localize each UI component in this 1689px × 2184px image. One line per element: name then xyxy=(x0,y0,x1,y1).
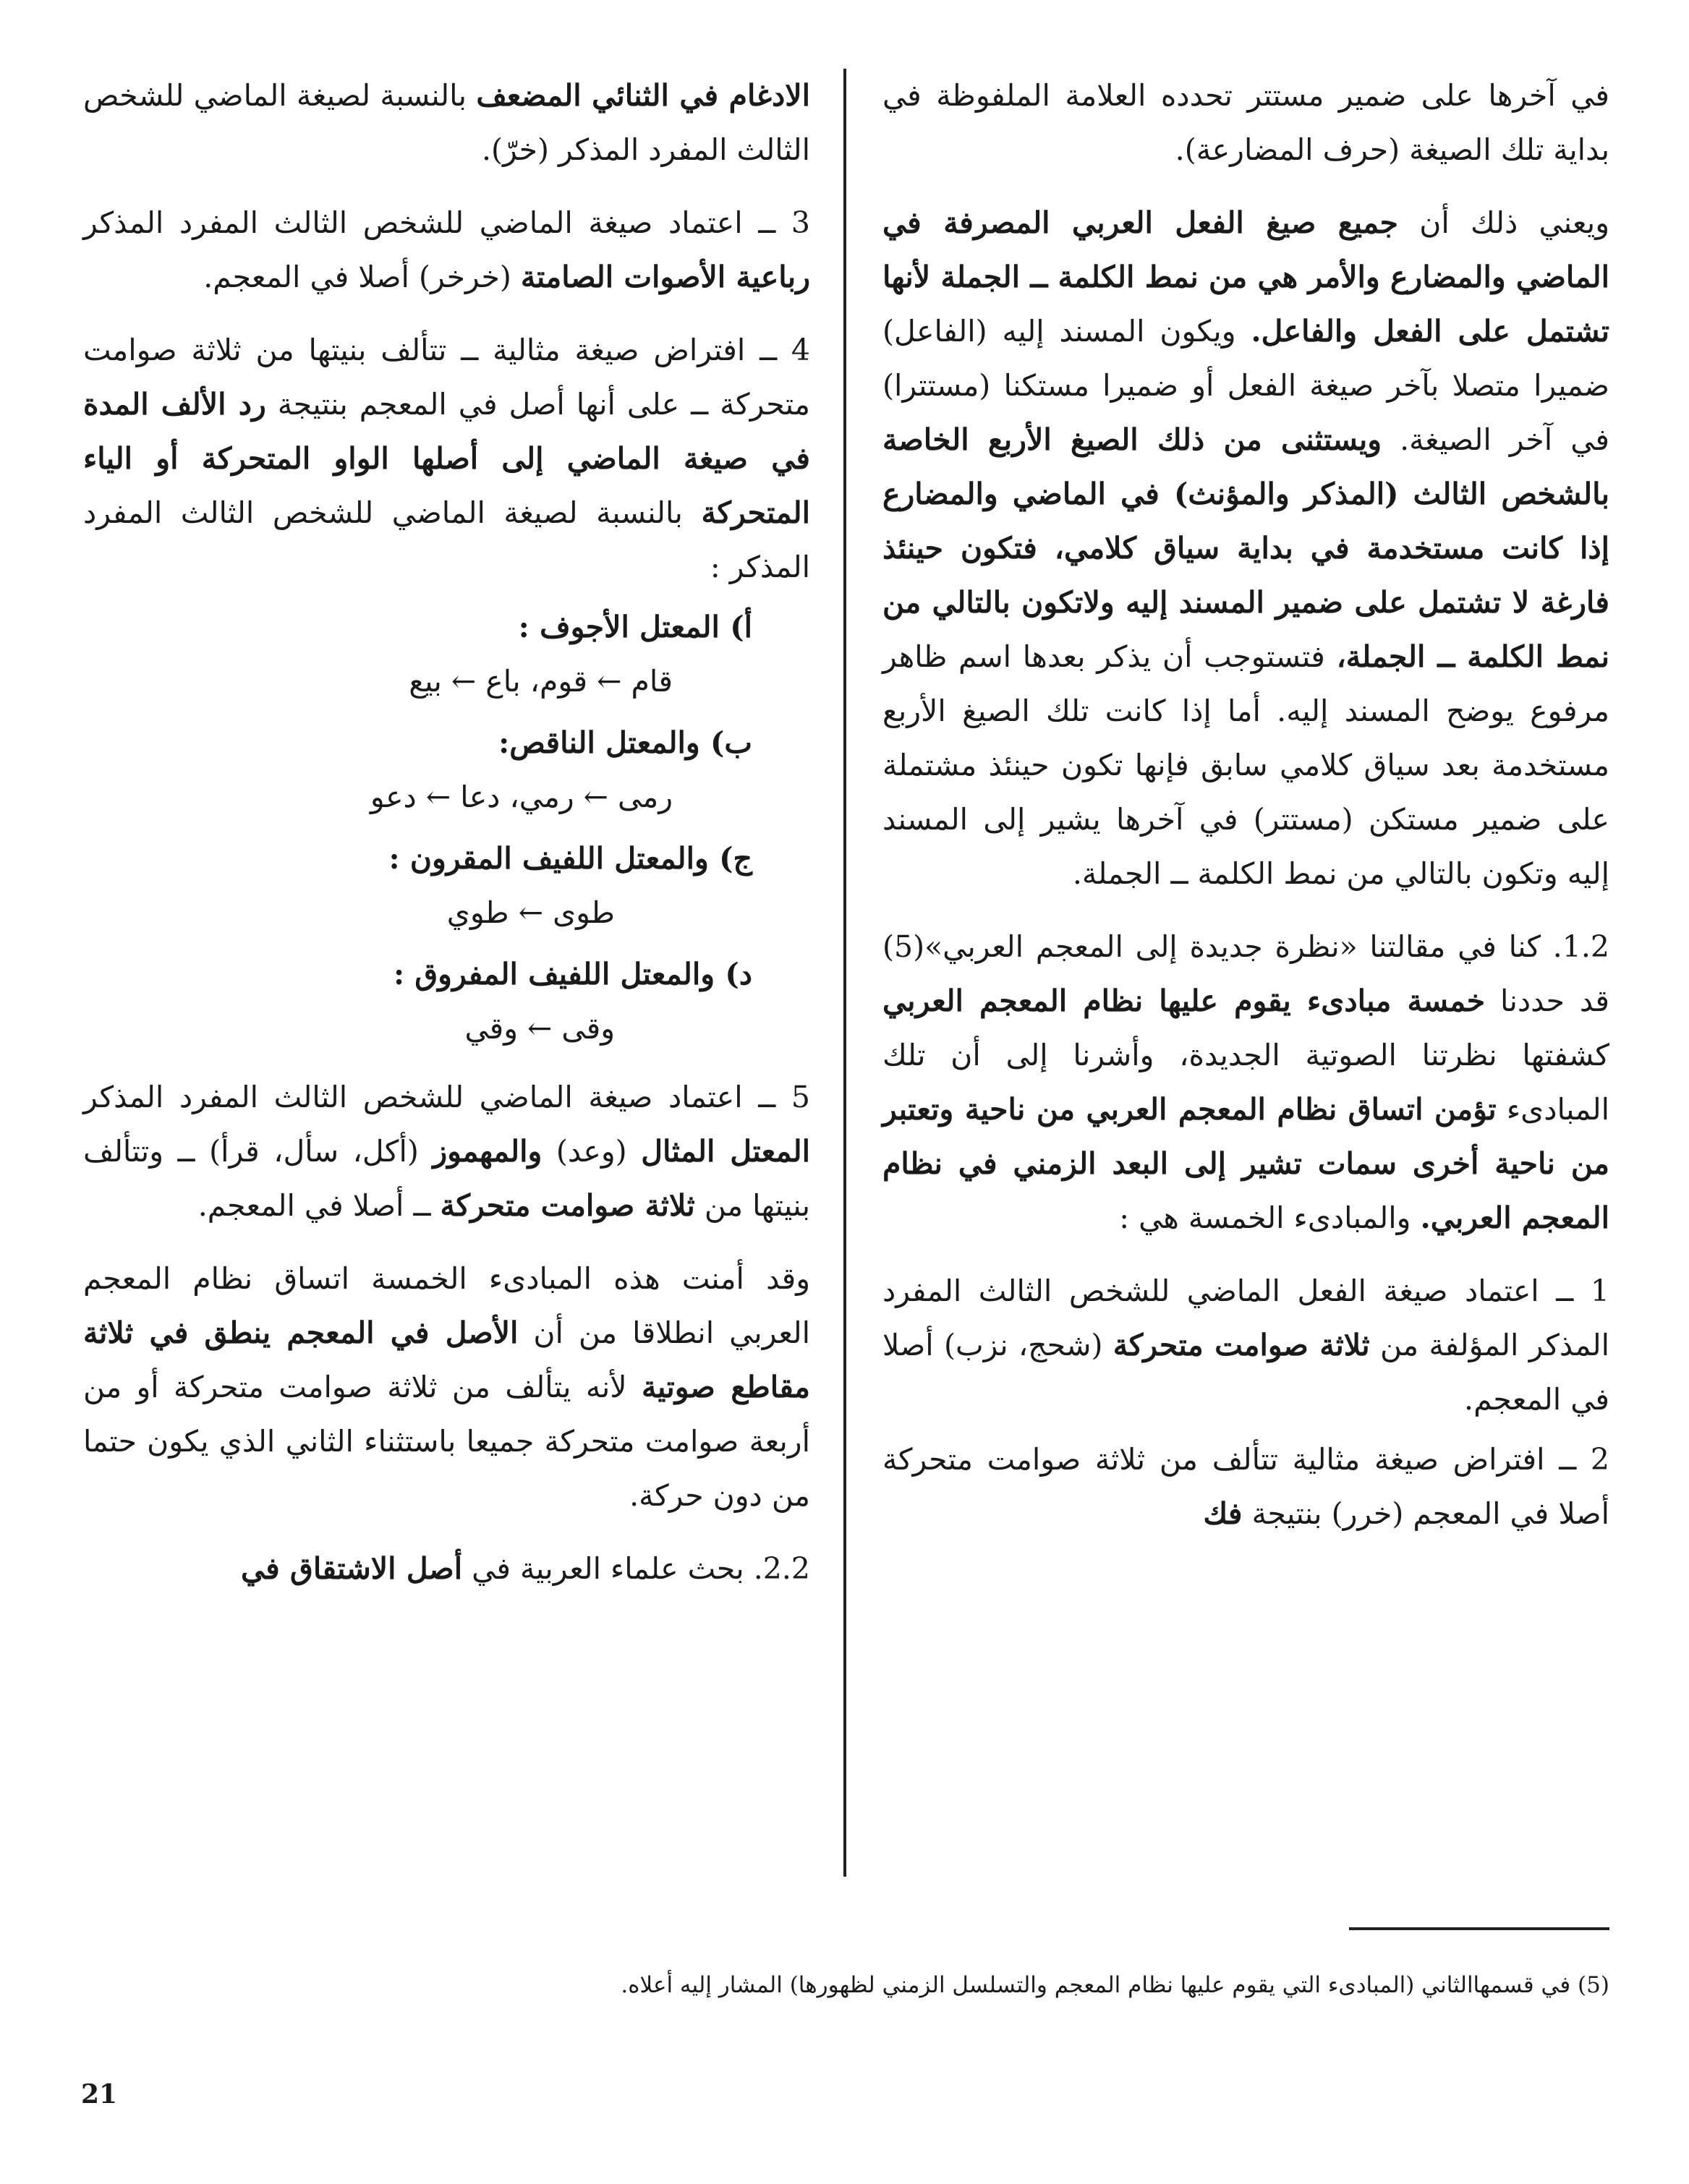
text-run: فتستوجب أن يذكر بعدها اسم ظاهر مرفوع يوضح المسند إليه. أما إذا كانت تلك الصيغ الأربع مستخدمة بعد سياق كلامي سابق فإنها تكون حينئذ مشتملة على ضمير مستكن (مستتر) في آخرها يشير إلى المسند إليه وتكون بالتالي من نمط الكلمة ــ الجملة. xyxy=(882,639,1610,891)
bold-text: ويستثنى من ذلك الصيغ الأربع الخاصة بالشخص الثالث (المذكر والمؤنث) في الماضي والمضارع إذا كانت مستخدمة في بداية سياق كلامي، فتكون حينئذ فارغة لا تشتمل على ضمير المسند إليه ولاتكون بالتالي من نمط الكلمة ــ الجملة، xyxy=(882,422,1609,674)
principle-4 xyxy=(83,323,810,594)
bold-text: رباعية الأصوات الصامتة xyxy=(520,260,810,294)
paragraph-verb-forms xyxy=(882,196,1609,901)
subheading-separated: د) والمعتل اللفيف المفروق : xyxy=(393,957,752,991)
principle-5 xyxy=(83,1070,810,1233)
bold-text: رد الألف المدة في صيغة الماضي إلى أصلها الواو المتحركة أو الياء المتحركة xyxy=(83,387,810,530)
example-defective: رمى ← رمي، دعا ← دعو xyxy=(370,780,673,814)
text-run: (شحج، نزب) أصلا في المعجم. xyxy=(882,1328,1609,1417)
paragraph-continuation: في آخرها على ضمير مستتر تحدده العلامة الملفوظة في بداية تلك الصيغة (حرف المضارعة). xyxy=(882,78,1609,167)
left-column xyxy=(83,69,810,1615)
bold-text: الادغام في الثنائي المضعف xyxy=(476,78,810,113)
principle-1 xyxy=(882,1264,1609,1427)
paragraph-section-2-2 xyxy=(83,1542,810,1596)
subheading-defective: ب) والمعتل الناقص: xyxy=(498,725,752,760)
bold-text: جميع صيغ الفعل العربي المصرفة في الماضي والمضارع والأمر هي من نمط الكلمة ــ الجملة لأنها تشتمل على الفعل والفاعل. xyxy=(882,205,1610,349)
footnote: (5) في قسمهاالثاني (المبادىء التي يقوم عليها نظام المعجم والتسلسل الزمني لظهورها) المشار إليه أعلاه. xyxy=(621,1972,1609,1998)
text-run: 2 ــ افتراض صيغة مثالية تتألف من ثلاثة صوامت متحركة أصلا في المعجم (خرر) بنتيجة xyxy=(882,1442,1609,1531)
text-run: بالنسبة لصيغة الماضي للشخص الثالث المفرد المذكر (خرّ). xyxy=(83,78,810,167)
text-run: 5 ــ اعتماد صيغة الماضي للشخص الثالث المفرد المذكر xyxy=(83,1080,810,1114)
text-run: ويكون المسند إليه (الفاعل) ضميرا متصلا بآخر صيغة الفعل أو ضميرا مستكنا (مستترا) في آخر الصيغة. xyxy=(882,314,1609,457)
bold-text: المعتل المثال xyxy=(641,1134,810,1169)
principle-3 xyxy=(83,196,810,304)
bold-text: فك xyxy=(1203,1496,1243,1531)
text-run: كشفتها نظرتنا الصوتية الجديدة، وأشرنا إلى أن تلك المبادىء xyxy=(882,1038,1609,1127)
right-column xyxy=(882,69,1609,1560)
paragraph-consistency xyxy=(83,1252,810,1523)
subheading-hollow: أ) المعتل الأجوف : xyxy=(518,610,752,644)
bold-text: ثلاثة صوامت متحركة xyxy=(440,1188,695,1223)
text-run: والمبادىء الخمسة هي : xyxy=(1119,1200,1421,1235)
text-run: 4 ــ افتراض صيغة مثالية ــ تتألف بنيتها من ثلاثة صوامت متحركة ــ على أنها أصل في المعجم بنتيجة xyxy=(83,333,810,422)
example-separated: وقى ← وقي xyxy=(464,1011,615,1046)
principle-2 xyxy=(882,1433,1609,1541)
page-number: 21 xyxy=(81,2079,118,2110)
paragraph-section-1-2 xyxy=(882,920,1609,1245)
text-run: (خرخر) أصلا في المعجم. xyxy=(203,260,521,294)
text-run: بالنسبة لصيغة الماضي للشخص الثالث المفرد المذكر : xyxy=(83,495,810,584)
bold-text: ثلاثة صوامت متحركة xyxy=(1112,1328,1370,1362)
example-hollow: قام ← قوم، باع ← بيع xyxy=(409,664,673,699)
footnote-rule xyxy=(1349,1927,1609,1930)
text-run: 2.2. بحث علماء العربية في xyxy=(462,1551,810,1586)
column-divider xyxy=(843,69,846,1877)
bold-text: تؤمن اتساق نظام المعجم العربي من ناحية وتعتبر من ناحية أخرى سمات تشير إلى البعد الزمني في نظام المعجم العربي. xyxy=(882,1092,1609,1235)
text-run: وقد أمنت هذه المبادىء الخمسة اتساق نظام المعجم العربي انطلاقا من أن xyxy=(83,1261,810,1350)
text-run: 3 ــ اعتماد صيغة الماضي للشخص الثالث المفرد المذكر xyxy=(83,205,810,240)
paragraph-continuation xyxy=(83,69,810,177)
subheading-joined: ج) والمعتل اللفيف المقرون : xyxy=(388,841,752,876)
bold-text: أصل الاشتقاق في xyxy=(240,1551,463,1586)
text-run: (وعد) xyxy=(542,1134,642,1169)
text-run: (أكل، سأل، قرأ) ــ وتتألف بنيتها من xyxy=(83,1134,810,1223)
text-run: ــ أصلا في المعجم. xyxy=(197,1188,441,1223)
text-run: ويعني ذلك أن xyxy=(1398,205,1609,240)
example-joined: طوى ← طوي xyxy=(446,895,615,930)
text-run: 1.2. كنا في مقالتنا «نظرة جديدة إلى المعجم العربي»(5) قد حددنا xyxy=(882,929,1609,1018)
text-run: لأنه يتألف من ثلاثة صوامت متحركة أو من أربعة صوامت متحركة جميعا باستثناء الثاني الذي يكون حتما من دون حركة. xyxy=(83,1370,810,1513)
bold-text: الأصل في المعجم ينطق في ثلاثة مقاطع صوتية xyxy=(83,1315,810,1404)
bold-text: والمهموز xyxy=(433,1134,543,1169)
bold-text: خمسة مبادىء يقوم عليها نظام المعجم العربي xyxy=(882,984,1486,1018)
text-run: 1 ــ اعتماد صيغة الفعل الماضي للشخص الثالث المفرد المذكر المؤلفة من xyxy=(882,1274,1609,1362)
